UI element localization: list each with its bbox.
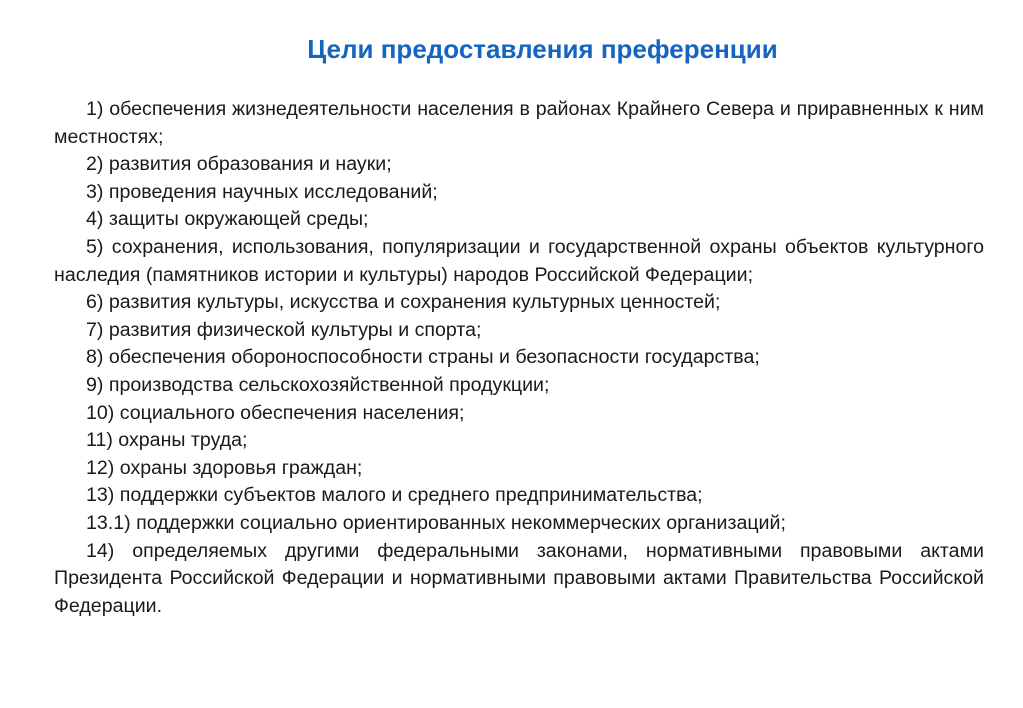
list-item: 2) развития образования и науки; [86,153,392,176]
slide-title: Цели предоставления преференции [307,34,778,64]
list-item: 13.1) поддержки социально ориентированных некоммерческих организаций; [86,511,786,534]
list-item: 9) производства сельскохозяйственной продукции; [86,373,550,396]
list-item: 3) проведения научных исследований; [86,180,438,203]
list-item: 6) развития культуры, искусства и сохранения культурных ценностей; [86,291,721,314]
list-item: 11) охраны труда; [86,429,248,452]
list-item: 13) поддержки субъектов малого и среднего предпринимательства; [86,484,703,507]
list-item: 10) социального обеспечения населения; [86,401,465,424]
list-item: 7) развития физической культуры и спорта; [86,318,482,341]
list-item: 1) обеспечения жизнедеятельности населения в районах Крайнего Севера и приравненных к ним местностях; [54,98,984,148]
list-item: 14) определяемых другими федеральными законами, нормативными правовыми актами Президента Российской Федерации и нормативными правовыми актами Правительства Российской Федерации. [54,539,984,617]
list-item: 4) защиты окружающей среды; [86,208,369,231]
list-item: 5) сохранения, использования, популяризации и государственной охраны объектов культурного наследия (памятников истории и культуры) народов Российской Федерации; [54,235,984,286]
list-item: 12) охраны здоровья граждан; [86,456,363,479]
preference-goals-list [54,96,984,620]
list-item: 8) обеспечения обороноспособности страны и безопасности государства; [86,346,760,369]
